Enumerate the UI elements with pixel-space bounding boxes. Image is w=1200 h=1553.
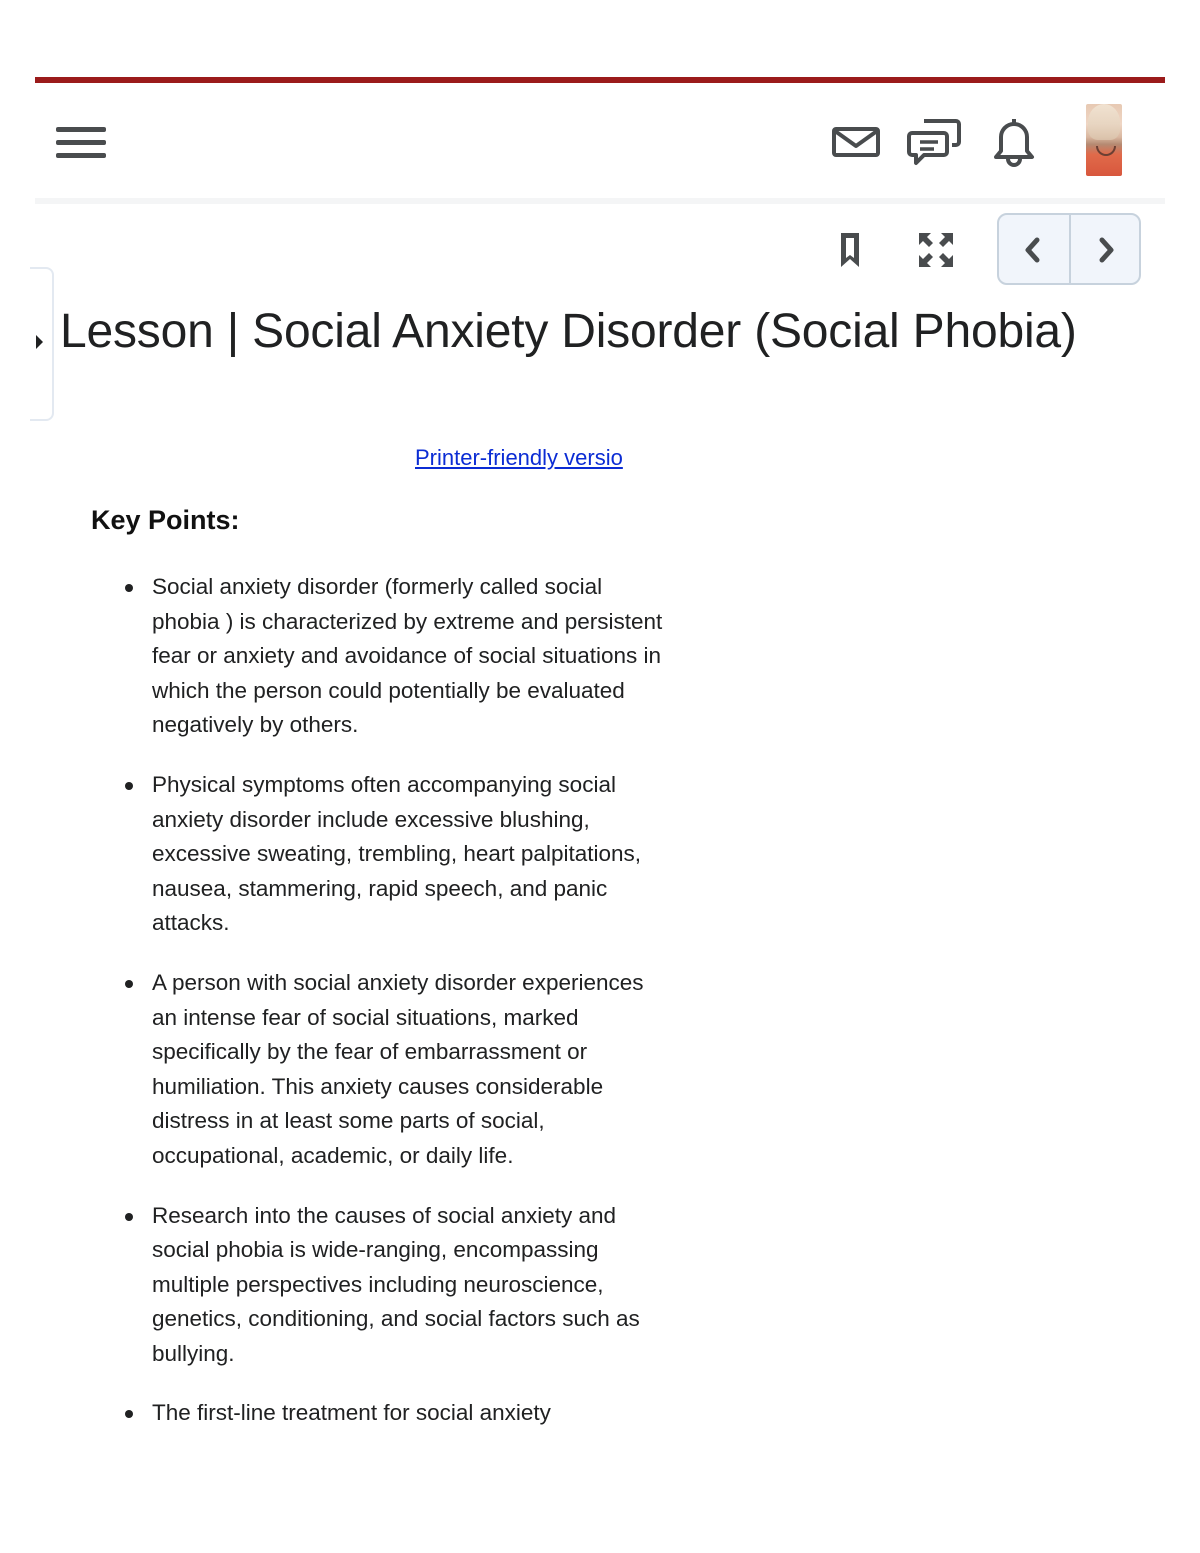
mail-icon[interactable] bbox=[828, 113, 884, 169]
content-area bbox=[0, 560, 700, 1476]
chat-icon[interactable] bbox=[906, 113, 962, 169]
bullet-icon bbox=[125, 584, 133, 592]
bullet-icon bbox=[125, 1410, 133, 1418]
chevron-right-icon bbox=[36, 335, 43, 349]
point-text: Social anxiety disorder (formerly called social phobia ) is characterized by extreme and persistent fear or anxiety and avoidance of social situations in which the person could potentially be evaluated negatively by others. bbox=[152, 574, 663, 738]
bullet-icon bbox=[125, 1213, 133, 1221]
brand-accent-bar bbox=[35, 77, 1165, 83]
next-page-button[interactable] bbox=[1071, 215, 1141, 283]
avatar-hair bbox=[1088, 104, 1120, 140]
bullet-icon bbox=[125, 782, 133, 790]
table-of-contents-toggle[interactable] bbox=[30, 267, 54, 421]
point-text: Physical symptoms often accompanying social anxiety disorder include excessive blushing, excessive sweating, trembling, heart palpitations, nausea, stammering, rapid speech, and panic attacks. bbox=[152, 771, 642, 936]
list-item bbox=[0, 1199, 666, 1372]
bookmark-icon[interactable] bbox=[830, 230, 870, 270]
bell-icon[interactable] bbox=[986, 113, 1042, 169]
user-avatar[interactable] bbox=[1086, 104, 1122, 176]
header-divider bbox=[35, 198, 1165, 204]
bullet-icon bbox=[125, 980, 133, 988]
page-title: Lesson | Social Anxiety Disorder (Social Phobia) bbox=[60, 305, 1077, 358]
key-points-heading: Key Points: bbox=[91, 505, 240, 535]
chevron-right-icon bbox=[1071, 215, 1141, 283]
hamburger-menu-icon[interactable] bbox=[56, 124, 108, 162]
fullscreen-icon[interactable] bbox=[916, 230, 956, 270]
list-item bbox=[0, 768, 666, 941]
key-points-list bbox=[0, 570, 666, 1456]
list-item bbox=[0, 1396, 666, 1431]
printer-friendly-link[interactable]: Printer-friendly versio bbox=[415, 445, 623, 470]
point-text: A person with social anxiety disorder experiences an intense fear of social situations, marked specifically by the fear of embarrassment or humiliation. This anxiety causes considerable distress in at least some parts of social, occupational, academic, or daily life. bbox=[152, 969, 644, 1168]
page-navigation bbox=[997, 213, 1141, 285]
avatar-necklace bbox=[1096, 146, 1116, 156]
list-item bbox=[0, 966, 666, 1174]
point-text: The first-line treatment for social anxiety bbox=[152, 1400, 551, 1426]
chevron-left-icon bbox=[999, 215, 1069, 283]
previous-page-button[interactable] bbox=[999, 215, 1071, 283]
list-item bbox=[0, 570, 666, 743]
point-text: Research into the causes of social anxiety and social phobia is wide-ranging, encompassing multiple perspectives including neuroscience, genetics, conditioning, and social factors such as bullying. bbox=[152, 1202, 640, 1366]
